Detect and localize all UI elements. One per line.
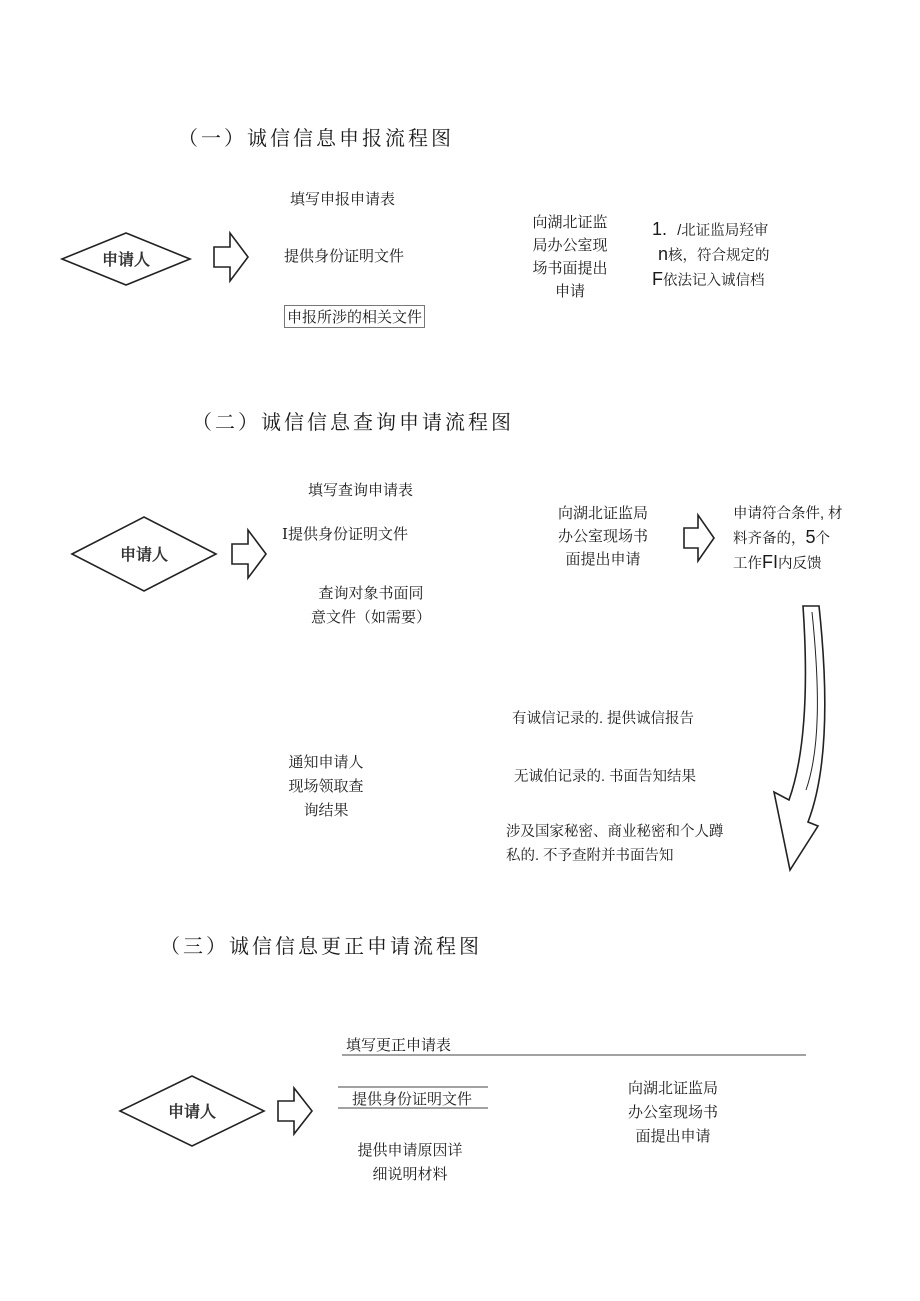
outcome-secret-line: 涉及国家秘密、商业秘密和个人蹲	[506, 824, 724, 840]
outcome-has-record: 有诚信记录的. 提供诚信报告	[512, 711, 695, 727]
section3-submit-line: 办公室现场书	[627, 1103, 718, 1121]
applicant-label-1: 申请人	[101, 250, 151, 269]
review-line2: 料齐备的，	[733, 531, 806, 547]
section1-item-id-docs: 提供身份证明文件	[284, 247, 405, 265]
section1-submit-line: 局办公室现	[532, 236, 608, 254]
section1-submit-line: 向湖北证监	[532, 213, 608, 231]
outcome-secret-line: 私的. 不予查附并书面告知	[506, 848, 674, 864]
section2-notify	[276, 750, 376, 822]
arrow-3	[684, 515, 714, 561]
section2-title: （二）诚信信息查询申请流程图	[192, 410, 514, 434]
arrow-1	[214, 233, 248, 281]
section3-title: （三）诚信信息更正申请流程图	[160, 934, 482, 958]
notify-line: 现场领取查	[288, 777, 364, 795]
review-line3: 工作	[733, 556, 762, 572]
section1-submit-line: 申请	[554, 282, 585, 300]
section2-submit-line: 向湖北证监局	[557, 504, 648, 522]
section2-item-id-docs	[282, 523, 408, 544]
section2-item-id-docs-text: 提供身份证明文件	[287, 525, 408, 543]
notify-line: 询结果	[303, 801, 349, 819]
review-line4: 内反馈	[778, 556, 822, 572]
section2-review	[733, 503, 843, 576]
section1-title: （一）诚信信息申报流程图	[178, 126, 454, 150]
applicant-label-3: 申请人	[167, 1102, 217, 1121]
applicant-label-2: 申请人	[119, 545, 169, 564]
section1-item-fill-form: 填写申报申请表	[290, 190, 396, 208]
section3-submit-line: 面提出申请	[635, 1127, 711, 1145]
section2-submit-box	[542, 502, 664, 571]
result-line1: /北证监局羟审	[677, 223, 769, 239]
section3-reason-line: 提供申请原因详	[357, 1141, 463, 1159]
outcome-no-record: 无诚伯记录的. 书面告知结果	[514, 769, 697, 785]
u-turn-arrow-inner	[806, 612, 817, 790]
section2-consent-line: 意文件（如需要）	[310, 608, 431, 626]
item-mark: I	[282, 525, 288, 543]
arrow-4	[278, 1088, 312, 1134]
section1-item-related-docs: 申报所涉的相关文件	[284, 305, 425, 328]
section2-submit-line: 办公室现场书	[557, 527, 648, 545]
u-turn-arrow	[774, 606, 825, 870]
section1-result	[652, 218, 770, 293]
section3-item-fill-form: 填写更正申请表	[346, 1036, 452, 1054]
result-prefix: F	[652, 269, 663, 289]
section3-item-reason	[340, 1138, 480, 1186]
section2-item-consent	[296, 581, 446, 629]
section3-submit-line: 向湖北证监局	[627, 1079, 718, 1097]
result-prefix: n	[658, 244, 669, 264]
review-line1: 申请符合条件, 材	[733, 506, 843, 522]
arrow-2	[232, 530, 266, 578]
section2-consent-line: 查询对象书面同	[318, 584, 424, 602]
section2-submit-line: 面提出申请	[565, 550, 641, 568]
section3-item-id-docs: 提供身份证明文件	[352, 1090, 473, 1108]
review-days: 5	[805, 527, 816, 547]
section1-submit-line: 场书面提出	[532, 259, 608, 277]
review-fi: FI	[762, 552, 778, 572]
section1-submit-box	[520, 211, 620, 303]
result-line3: 依法记入诚信档	[663, 273, 765, 289]
result-line2: 核，符合规定的	[668, 248, 770, 264]
notify-line: 通知申请人	[288, 753, 364, 771]
section3-submit-box	[612, 1076, 734, 1148]
outcome-secret	[506, 820, 724, 868]
review-unit: 个	[815, 531, 831, 547]
section3-reason-line: 细说明材料	[372, 1165, 448, 1183]
result-number: 1.	[652, 219, 668, 239]
section2-item-fill-form: 填写查询申请表	[308, 481, 414, 499]
